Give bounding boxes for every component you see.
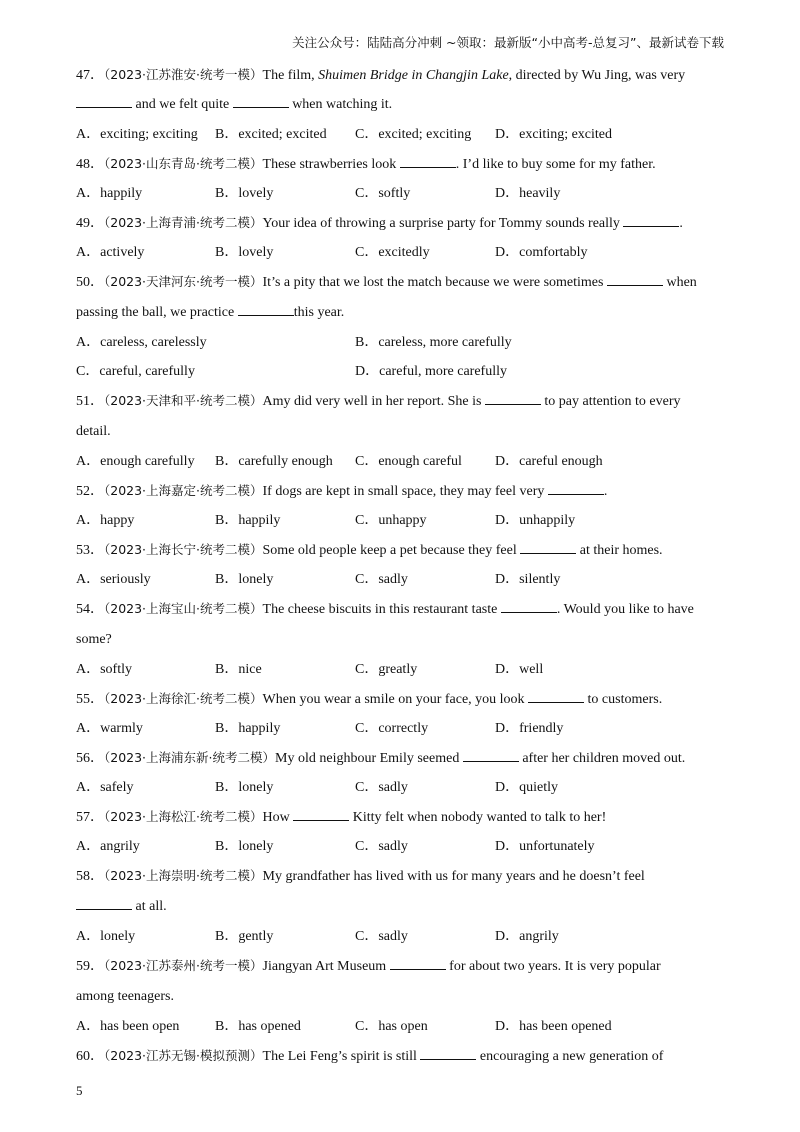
option-b[interactable]: B．lovely [215, 245, 274, 260]
option-c[interactable]: C．excitedly [355, 245, 430, 260]
option-a[interactable]: A．enough carefully [76, 454, 195, 469]
option-b[interactable]: B．careless, more carefully [355, 335, 512, 350]
page-header: 关注公众号：陆陆高分冲刺 ~领取：最新版“小中高考-总复习”、最新试卷下载 [292, 35, 724, 50]
question-59: 59．（2023·江苏泰州·统考一模）Jiangyan Art Museum for about two years. It is very popular among teenagers. A．has been open B．has opened C．has open D．has been opened [76, 951, 724, 1041]
option-d[interactable]: D．has been opened [495, 1019, 612, 1034]
option-d[interactable]: D．well [495, 662, 544, 677]
option-b[interactable]: B．lonely [215, 780, 274, 795]
question-47: 47．（2023·江苏淮安·统考一模）The film, Shuimen Bridge in Changjin Lake, directed by Wu Jing, was very and we felt quite when watching it. A．exciting; exciting B．excited; excited C．excited; exciting D．exciting; excited [76, 60, 724, 149]
question-55: 55．（2023·上海徐汇·统考二模）When you wear a smile on your face, you look to customers. A．warmly B．happily C．correctly D．friendly [76, 684, 724, 743]
option-d[interactable]: D．unhappily [495, 513, 576, 528]
option-b[interactable]: B．has opened [215, 1019, 301, 1034]
answer-blank[interactable] [233, 95, 289, 108]
option-a[interactable]: A．actively [76, 245, 145, 260]
option-a[interactable]: A．careless, carelessly [76, 335, 207, 350]
option-c[interactable]: C．greatly [355, 662, 418, 677]
option-b[interactable]: B．happily [215, 513, 281, 528]
option-b[interactable]: B．gently [215, 929, 274, 944]
option-d[interactable]: D．exciting; excited [495, 127, 613, 142]
option-a[interactable]: A．has been open [76, 1019, 180, 1034]
option-d[interactable]: D．comfortably [495, 245, 588, 260]
question-58: 58．（2023·上海崇明·统考二模）My grandfather has lived with us for many years and he doesn’t feel at all. A．lonely B．gently C．sadly D．angrily [76, 861, 724, 951]
option-b[interactable]: B．carefully enough [215, 454, 333, 469]
question-list [76, 60, 724, 1071]
option-b[interactable]: B．lovely [215, 186, 274, 201]
option-a[interactable]: A．seriously [76, 572, 151, 587]
question-53: 53．（2023·上海长宁·统考二模）Some old people keep a pet because they feel at their homes. A．seriously B．lonely C．sadly D．silently [76, 535, 724, 594]
option-d[interactable]: D．angrily [495, 929, 559, 944]
answer-blank[interactable] [390, 957, 446, 970]
option-b[interactable]: B．lonely [215, 572, 274, 587]
answer-blank[interactable] [76, 897, 132, 910]
answer-blank[interactable] [623, 214, 679, 227]
option-d[interactable]: D．heavily [495, 186, 561, 201]
option-a[interactable]: A．happy [76, 513, 135, 528]
option-d[interactable]: D．careful, more carefully [355, 364, 507, 379]
option-c[interactable]: C．sadly [355, 572, 408, 587]
page-number: 5 [76, 1083, 83, 1098]
option-a[interactable]: A．softly [76, 662, 132, 677]
option-c[interactable]: C．sadly [355, 839, 408, 854]
option-a[interactable]: A．warmly [76, 721, 143, 736]
option-b[interactable]: B．lonely [215, 839, 274, 854]
question-48: 48．（2023·山东青岛·统考二模）These strawberries look . I’d like to buy some for my father. A．happily B．lovely C．softly D．heavily [76, 149, 724, 208]
option-a[interactable]: A．safely [76, 780, 134, 795]
option-b[interactable]: B．happily [215, 721, 281, 736]
option-d[interactable]: D．friendly [495, 721, 564, 736]
answer-blank[interactable] [501, 600, 557, 613]
option-c[interactable]: C．correctly [355, 721, 429, 736]
option-c[interactable]: C．sadly [355, 780, 408, 795]
option-d[interactable]: D．unfortunately [495, 839, 595, 854]
question-50: 50．（2023·天津河东·统考一模）It’s a pity that we lost the match because we were sometimes when passing the ball, we practice this year. A．careless, carelessly B．careless, more carefully C．careful, carefully D．careful, more carefully [76, 267, 724, 386]
question-57: 57．（2023·上海松江·统考二模）How Kitty felt when nobody wanted to talk to her! A．angrily B．lonely C．sadly D．unfortunately [76, 802, 724, 861]
question-56: 56．（2023·上海浦东新·统考二模）My old neighbour Emily seemed after her children moved out. A．safely B．lonely C．sadly D．quietly [76, 743, 724, 802]
option-c[interactable]: C．softly [355, 186, 411, 201]
option-d[interactable]: D．quietly [495, 780, 558, 795]
answer-blank[interactable] [420, 1047, 476, 1060]
answer-blank[interactable] [520, 541, 576, 554]
question-52: 52．（2023·上海嘉定·统考二模）If dogs are kept in small space, they may feel very . A．happy B．happily C．unhappy D．unhappily [76, 476, 724, 535]
option-d[interactable]: D．careful enough [495, 454, 603, 469]
option-c[interactable]: C．unhappy [355, 513, 427, 528]
option-a[interactable]: A．happily [76, 186, 143, 201]
option-c[interactable]: C．has open [355, 1019, 428, 1034]
question-54: 54．（2023·上海宝山·统考二模）The cheese biscuits in this restaurant taste . Would you like to have some? A．softly B．nice C．greatly D．well [76, 594, 724, 684]
option-b[interactable]: B．nice [215, 662, 262, 677]
option-b[interactable]: B．excited; excited [215, 127, 327, 142]
option-d[interactable]: D．silently [495, 572, 561, 587]
answer-blank[interactable] [400, 155, 456, 168]
answer-blank[interactable] [463, 749, 519, 762]
answer-blank[interactable] [485, 392, 541, 405]
answer-blank[interactable] [528, 690, 584, 703]
option-c[interactable]: C．sadly [355, 929, 408, 944]
answer-blank[interactable] [293, 808, 349, 821]
option-c[interactable]: C．enough careful [355, 454, 462, 469]
answer-blank[interactable] [76, 95, 132, 108]
answer-blank[interactable] [238, 303, 294, 316]
question-51: 51．（2023·天津和平·统考二模）Amy did very well in her report. She is to pay attention to every detail. A．enough carefully B．carefully enough C．enough careful D．careful enough [76, 386, 724, 476]
question-49: 49．（2023·上海青浦·统考二模）Your idea of throwing a surprise party for Tommy sounds really . A．actively B．lovely C．excitedly D．comfortably [76, 208, 724, 267]
question-60: 60．（2023·江苏无锡·模拟预测）The Lei Feng’s spirit is still encouraging a new generation of [76, 1048, 664, 1064]
option-a[interactable]: A．angrily [76, 839, 140, 854]
option-c[interactable]: C．careful, carefully [76, 364, 195, 379]
answer-blank[interactable] [548, 482, 604, 495]
option-c[interactable]: C．excited; exciting [355, 127, 472, 142]
option-a[interactable]: A．exciting; exciting [76, 127, 198, 142]
option-a[interactable]: A．lonely [76, 929, 136, 944]
answer-blank[interactable] [607, 273, 663, 286]
